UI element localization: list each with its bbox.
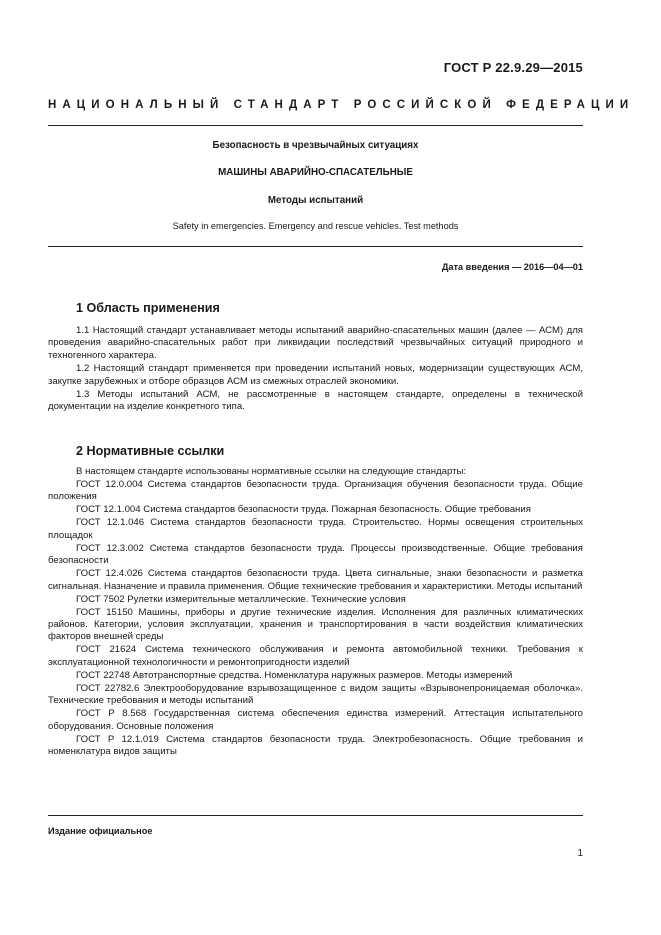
section-2-heading: 2 Нормативные ссылки [76,444,225,458]
reference-item: ГОСТ 22748 Автотранспортные средства. Номенклатура наружных размеров. Методы измерений [76,669,513,681]
title-divider [48,246,583,247]
reference-item: ГОСТ 12.0.004 Система стандартов безопасности труда. Организация обучения безопасности труда. Общие положения [48,479,583,503]
reference-item: ГОСТ Р 8.568 Государственная система обеспечения единства измерений. Аттестация испытательного оборудования. Основные положения [48,708,583,732]
national-standard-banner: НАЦИОНАЛЬНЫЙ СТАНДАРТ РОССИЙСКОЙ ФЕДЕРАЦИИ [48,99,635,111]
reference-item: ГОСТ 7502 Рулетки измерительные металлические. Технические условия [76,593,406,605]
reference-item: ГОСТ 12.3.002 Система стандартов безопасности труда. Процессы производственные. Общие требования безопасности [48,542,583,567]
references-intro: В настоящем стандарте использованы нормативные ссылки на следующие стандарты: [76,466,467,477]
reference-item: ГОСТ 15150 Машины, приборы и другие технические изделия. Исполнения для различных климатических районов. Категории, условия эксплуатации, хранения и транспортирования в части воздействия климатических факторов внешней среды [48,606,583,643]
reference-item: ГОСТ Р 12.1.019 Система стандартов безопасности труда. Электробезопасность. Общие требования и номенклатура видов защиты [48,733,583,758]
top-divider [48,125,583,126]
section-2-body [48,466,583,759]
section-1-body [48,325,583,415]
reference-item: ГОСТ 12.1.046 Система стандартов безопасности труда. Строительство. Нормы освещения строительных площадок [48,517,583,541]
document-subtitle: Методы испытаний [267,195,364,206]
footer-divider [48,815,583,816]
paragraph-1-3: 1.3 Методы испытаний АСМ, не рассмотренные в настоящем стандарте, определены в технической документации на изделие конкретного типа. [48,389,583,413]
section-1-heading: 1 Область применения [76,301,220,315]
paragraph-1-2: 1.2 Настоящий стандарт применяется при проведении испытаний новых, модернизации существующих АСМ, закупке зарубежных и отборе образцов АСМ из смежных отраслей экономики. [48,363,583,387]
introduction-date: Дата введения — 2016—04—01 [441,262,583,272]
english-title: Safety in emergencies. Emergency and rescue vehicles. Test methods [172,221,459,231]
page-number: 1 [577,848,583,859]
topic-line: Безопасность в чрезвычайных ситуациях [212,140,419,151]
reference-item: ГОСТ 22782.6 Электрооборудование взрывозащищенное с видом защиты «Взрывонепроницаемая оболочка». Технические требования и методы испытаний [48,682,583,707]
reference-item: ГОСТ 12.1.004 Система стандартов безопасности труда. Пожарная безопасность. Общие требования [76,504,531,516]
document-id: ГОСТ Р 22.9.29—2015 [443,60,583,75]
reference-item: ГОСТ 21624 Система технического обслуживания и ремонта автомобильной техники. Требования к эксплуатационной технологичности и ремонтопригодности изделий [48,644,583,668]
paragraph-1-1: 1.1 Настоящий стандарт устанавливает методы испытаний аварийно-спасательных машин (далее — АСМ) для проведения аварийно-спасательных работ при ликвидации последствий чрезвычайных ситуаций природного и техногенного характера. [48,325,583,361]
official-edition-label: Издание официальное [48,826,153,836]
document-title: МАШИНЫ АВАРИЙНО-СПАСАТЕЛЬНЫЕ [218,167,413,178]
reference-item: ГОСТ 12.4.026 Система стандартов безопасности труда. Цвета сигнальные, знаки безопасности и разметка сигнальная. Назначение и правила применения. Общие технические требования и характеристики. Методы испытаний [48,568,583,592]
